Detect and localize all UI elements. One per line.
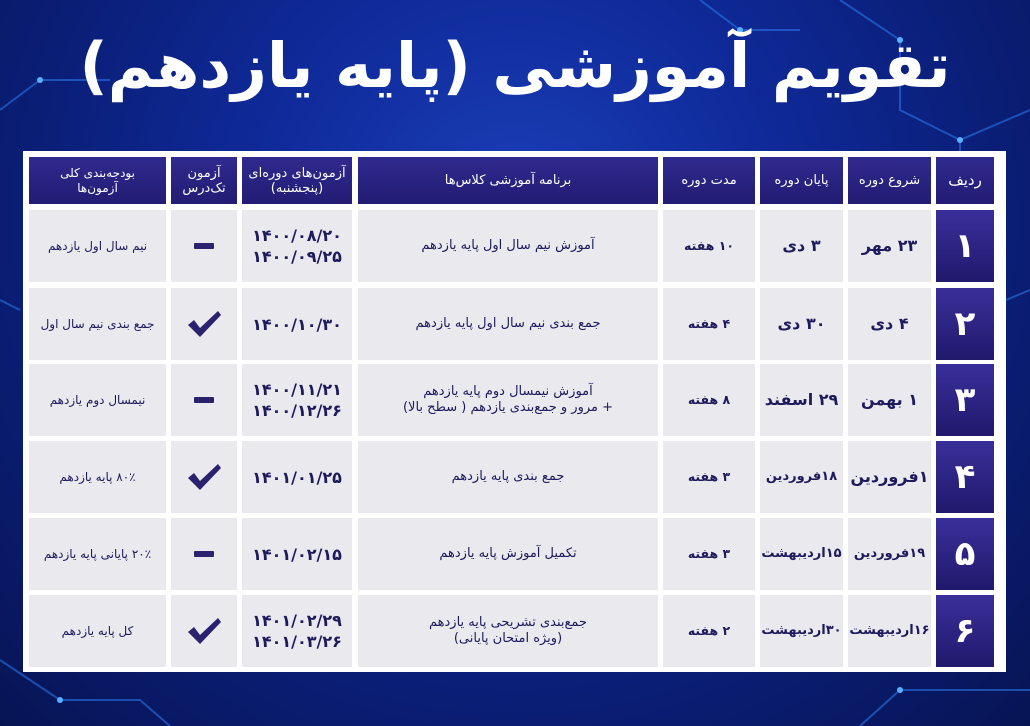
row-end-value: ۱۵اردیبهشت (761, 546, 842, 561)
row-exam-date-1: ۱۴۰۰/۱۰/۳۰ (252, 314, 342, 334)
header-program-label: برنامه آموزشی کلاس‌ها (444, 173, 572, 188)
page-title: تقویم آموزشی (پایه یازدهم) (79, 29, 951, 102)
row-start-value: ۴ دی (870, 314, 909, 333)
row-program-line-1: جمع‌بندی تشریحی پایه یازدهم (429, 615, 587, 630)
row-index-value: ۳ (954, 380, 976, 420)
row-end-value: ۳۰ دی (777, 314, 826, 333)
row-exam-date-2: ۱۴۰۱/۰۳/۲۶ (252, 632, 342, 651)
row-duration (663, 441, 755, 513)
row-budget (29, 441, 166, 513)
row-start (848, 364, 931, 436)
row-end-value: ۳ دی (782, 236, 821, 255)
row-end-value: ۱۸فروردین (765, 469, 838, 484)
row-budget-value: نیمسال دوم یازدهم (49, 393, 146, 407)
row-start (848, 210, 931, 282)
row-index-value: ۴ (954, 457, 976, 497)
row-program-line-1: آموزش نیمسال دوم پایه یازدهم (423, 384, 593, 399)
row-index (936, 595, 994, 667)
row-duration-value: ۳ هفته (687, 469, 731, 484)
row-program (358, 364, 658, 436)
header-single-label-2: تک‌درس (182, 180, 226, 196)
row-budget-value: جمع بندی نیم سال اول (40, 317, 155, 331)
row-program-line-2: + مرور و جمع‌بندی یازدهم ( سطح بالا) (402, 400, 614, 415)
row-exams (242, 441, 352, 513)
row-start-value: ۲۳ مهر (861, 236, 918, 255)
row-end (760, 210, 843, 282)
row-index (936, 210, 994, 282)
row-end (760, 364, 843, 436)
row-index (936, 364, 994, 436)
row-single (171, 288, 237, 360)
row-exams (242, 288, 352, 360)
row-index-value: ۶ (954, 611, 976, 651)
header-exams (242, 157, 352, 204)
row-program (358, 441, 658, 513)
header-exams-label-1: آزمون‌های دوره‌ای (248, 165, 346, 181)
header-row-number (936, 157, 994, 204)
row-program (358, 210, 658, 282)
row-budget (29, 364, 166, 436)
header-end-label: پایان دوره (774, 173, 829, 188)
row-single (171, 210, 237, 282)
row-single (171, 518, 237, 590)
row-index-value: ۱ (954, 226, 976, 266)
row-duration (663, 595, 755, 667)
row-duration (663, 364, 755, 436)
row-duration (663, 288, 755, 360)
header-start (848, 157, 931, 204)
row-exam-date-1: ۱۴۰۰/۰۸/۲۰ (252, 226, 342, 245)
row-end (760, 595, 843, 667)
row-budget-value: کل پایه یازدهم (61, 624, 134, 638)
row-start-value: ۱۹فروردین (853, 546, 926, 561)
row-duration-value: ۳ هفته (687, 546, 731, 561)
row-index (936, 518, 994, 590)
row-start (848, 595, 931, 667)
row-exams (242, 210, 352, 282)
header-end (760, 157, 843, 204)
row-budget-value: ۲۰٪ پایانی پایه یازدهم (43, 547, 152, 561)
row-budget-value: ۸۰٪ پایه یازدهم (59, 470, 136, 484)
header-single (171, 157, 237, 204)
row-start-value: ۱۶اردیبهشت (849, 623, 930, 638)
header-exams-label-2: (پنجشنبه) (270, 180, 324, 196)
row-exams (242, 595, 352, 667)
row-index (936, 288, 994, 360)
row-exams (242, 518, 352, 590)
row-duration (663, 518, 755, 590)
row-program (358, 518, 658, 590)
row-start-value: ۱فروردین (850, 467, 929, 486)
row-exam-date-1: ۱۴۰۱/۰۲/۲۹ (252, 611, 342, 630)
row-exam-date-1: ۱۴۰۰/۱۱/۲۱ (252, 380, 342, 399)
header-program (358, 157, 658, 204)
header-duration (663, 157, 755, 204)
row-duration-value: ۱۰ هفته (684, 238, 734, 253)
header-duration-label: مدت دوره (681, 173, 737, 188)
header-start-label: شروع دوره (858, 173, 921, 188)
row-end (760, 288, 843, 360)
header-budget (29, 157, 166, 204)
row-single (171, 364, 237, 436)
row-index (936, 441, 994, 513)
row-program (358, 288, 658, 360)
row-single (171, 595, 237, 667)
row-duration-value: ۸ هفته (687, 392, 731, 407)
row-budget (29, 518, 166, 590)
row-program-line-2: (ویژه امتحان پایانی) (453, 631, 563, 646)
dash-icon (194, 551, 214, 557)
row-start (848, 518, 931, 590)
row-budget (29, 288, 166, 360)
row-duration (663, 210, 755, 282)
row-start-value: ۱ بهمن (860, 390, 919, 409)
dash-icon (194, 397, 214, 403)
header-single-label-1: آزمون (187, 165, 221, 181)
header-row-label: ردیف (948, 171, 982, 189)
row-duration-value: ۲ هفته (687, 623, 731, 638)
row-program-line-1: جمع بندی پایه یازدهم (451, 469, 565, 484)
row-end (760, 441, 843, 513)
row-duration-value: ۴ هفته (687, 316, 731, 331)
row-start (848, 288, 931, 360)
row-end-value: ۳۰اردیبهشت (761, 623, 842, 638)
row-program-line-1: جمع بندی نیم سال اول پایه یازدهم (415, 316, 601, 331)
row-end (760, 518, 843, 590)
row-program-line-1: تکمیل آموزش پایه یازدهم (439, 546, 577, 561)
row-budget (29, 595, 166, 667)
row-index-value: ۲ (954, 304, 976, 344)
row-exam-date-1: ۱۴۰۱/۰۱/۲۵ (252, 467, 342, 487)
row-budget (29, 210, 166, 282)
header-budget-label-1: بودجه‌بندی کلی (60, 165, 135, 180)
row-program (358, 595, 658, 667)
row-program-line-1: آموزش نیم سال اول پایه یازدهم (421, 238, 595, 253)
row-exam-date-1: ۱۴۰۱/۰۲/۱۵ (252, 544, 342, 564)
row-exams (242, 364, 352, 436)
row-exam-date-2: ۱۴۰۰/۰۹/۲۵ (252, 247, 342, 266)
row-index-value: ۵ (954, 534, 976, 574)
dash-icon (194, 243, 214, 249)
header-budget-label-2: آزمون‌ها (77, 180, 118, 195)
row-budget-value: نیم سال اول یازدهم (47, 239, 148, 253)
row-end-value: ۲۹ اسفند (764, 390, 839, 409)
row-start (848, 441, 931, 513)
row-single (171, 441, 237, 513)
check-icon (186, 616, 222, 646)
check-icon (186, 309, 222, 339)
check-icon (186, 462, 222, 492)
row-exam-date-2: ۱۴۰۰/۱۲/۲۶ (252, 401, 342, 420)
